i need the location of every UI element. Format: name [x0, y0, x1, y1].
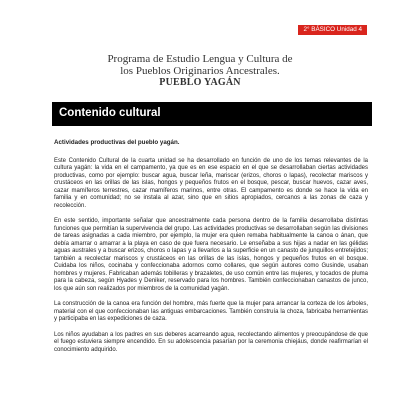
document-header: [0, 53, 400, 89]
content-heading: Actividades productivas del pueblo yagán.: [54, 139, 180, 146]
paragraph-2: En este sentido, importante señalar que ancestralmente cada persona dentro de la familia desarrollaba distintas funciones que permitían la supervivencia del grupo. Las actividades productivas se desarrollaban según las divisiones de tareas asignadas a cada miembro, por ejemplo, la mujer era quien remaba habitualmente la canoa o ánan, que debía amarrar o amarrar a la playa en caso de que fuera necesario. Le enseñaba a sus hijas a nadar en las gélidas aguas australes y a buscar erizos, choros o lapas y a llevarlos a la superficie en un canasto de junquillos entretejidos; también a recolectar mariscos y crustáceos en las orillas de las islas, hongos y pequeños frutos en el bosque. Cuidaba los niños, cocinaba y confeccionaba adornos como collares, que según autores como Gusinde, usaban hombres y mujeres. Fabricaban además tobilleras y brazaletes, de uso común entre las mujeres, y tocados de pluma para la cabeza, según Hyades y Deniker, reservado para los hombres. También confeccionaban canastos de junco, los que aún son realizados por miembros de la comunidad yagán.: [54, 218, 368, 292]
paragraph-3: La construcción de la canoa era función del hombre, más fuerte que la mujer para arrancar la corteza de los árboles, material con el que confeccionaban las antiguas embarcaciones. También construía la choza, fabricaba herramientas y participaba en las expediciones de caza.: [54, 301, 368, 322]
grade-unit-badge: 2° BÁSICO Unidad 4: [298, 25, 367, 35]
header-title-line-1: Programa de Estudio Lengua y Cultura de: [107, 53, 293, 65]
paragraph-1: Este Contenido Cultural de la cuarta unidad se ha desarrollado en función de uno de los temas relevantes de la cultura yagán: la vida en el campamento, ya que es en ese espacio en el que se desarrollaban ciertas actividades productivas, como por ejemplo: buscar agua, buscar leña, mariscar (erizos, choros o lapas), recolectar mariscos y crustáceos en las orillas de las islas, hongos y pequeños frutos en el bosque, pescar, buscar huevos, cazar aves, cazar mamíferos terrestres, cazar mamíferos marinos, entre otras. El campamento es donde se hace la vida en familia y en comunidad; no se instala al azar, sino que en sitios apropiados, cercanos a las zonas de caza y recolección.: [54, 157, 368, 209]
header-subtitle: PUEBLO YAGÁN: [159, 77, 241, 88]
header-title-line-2: los Pueblos Originarios Ancestrales.: [120, 65, 280, 77]
content-body: [54, 139, 368, 362]
section-title-bar: Contenido cultural: [52, 102, 372, 126]
paragraph-4: Los niños ayudaban a los padres en sus deberes acarreando agua, recolectando alimentos y preocupándose de que el fuego estuviera siempre encendido. En su adolescencia pasarían por la ceremonia chiejáus, donde reafirmarían el conocimiento adquirido.: [54, 331, 368, 353]
